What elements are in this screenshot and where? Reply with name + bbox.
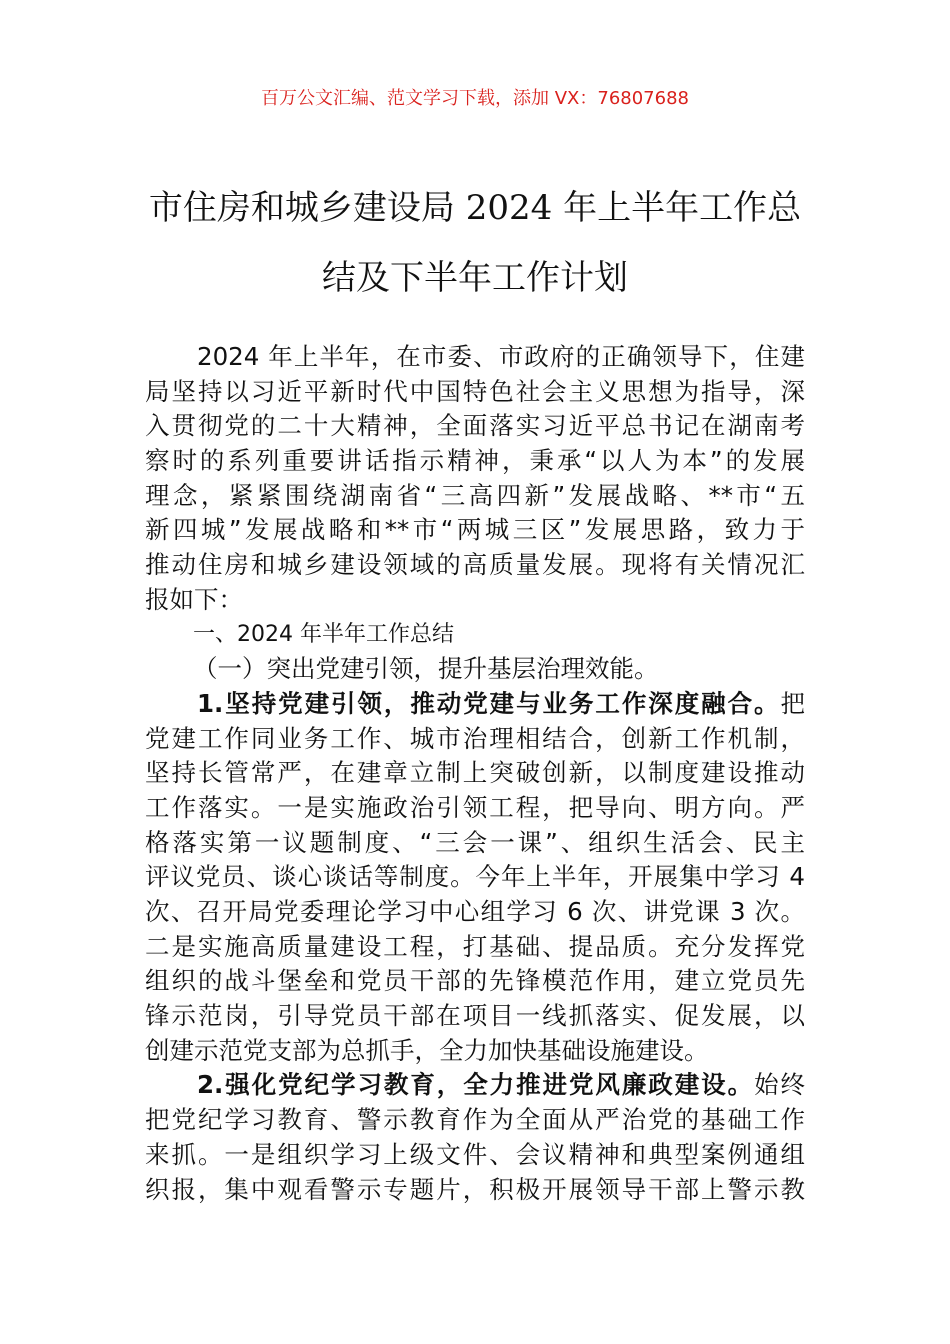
text-line — [145, 687, 805, 722]
text-line: 格落实第一议题制度、“三会一课”、组织生活会、民主 — [145, 827, 805, 857]
text-line: 党建工作同业务工作、城市治理相结合，创新工作机制， — [145, 723, 805, 753]
text-line: 来抓。一是组织学习上级文件、会议精神和典型案例通组 — [145, 1139, 805, 1169]
subsection-heading: （一）突出党建引领，提升基层治理效能。 — [193, 654, 659, 684]
item-1-heading: 1.坚持党建引领，推动党建与业务工作深度融合。 — [197, 688, 781, 718]
document-body — [145, 340, 805, 1207]
text-line: 锋示范岗，引导党员干部在项目一线抓落实、促发展，以 — [145, 1001, 805, 1031]
text-line: 新四城”发展战略和**市“两城三区”发展思路，致力于 — [145, 515, 805, 545]
text-line: 次、召开局党委理论学习中心组学习 6 次、讲党课 3 次。 — [145, 897, 805, 926]
text-line: 织报，集中观看警示专题片，积极开展领导干部上警示教 — [145, 1174, 805, 1204]
text-line: 评议党员、谈心谈话等制度。今年上半年，开展集中学习 4 — [145, 862, 805, 892]
text-line: 察时的系列重要讲话指示精神，秉承“以人为本”的发展 — [145, 446, 805, 476]
text-line: 创建示范党支部为总抓手，全力加快基础设施建设。 — [145, 1035, 709, 1065]
text-line: 理念，紧紧围绕湖南省“三高四新”发展战略、**市“五 — [145, 480, 805, 510]
text-line: 把党纪学习教育、警示教育作为全面从严治党的基础工作 — [145, 1105, 805, 1135]
document-title-line-2: 结及下半年工作计划 — [322, 258, 628, 298]
item-2-heading: 2.强化党纪学习教育，全力推进党风廉政建设。 — [197, 1070, 755, 1100]
text-line: 报如下： — [145, 584, 243, 614]
document-title-line-1: 市住房和城乡建设局 2024 年上半年工作总 — [148, 188, 802, 228]
text-line: 2024 年上半年，在市委、市政府的正确领导下，住建 — [197, 342, 805, 371]
text-line: 入贯彻党的二十大精神，全面落实习近平总书记在湖南考 — [145, 411, 805, 441]
item-1-paragraph — [145, 687, 805, 1069]
text-line: 局坚持以习近平新时代中国特色社会主义思想为指导，深 — [145, 376, 805, 406]
watermark-header: 百万公文汇编、范文学习下载，添加 VX：76807688 — [261, 88, 689, 109]
text-line — [145, 1068, 805, 1103]
text-line: 工作落实。一是实施政治引领工程，把导向、明方向。严 — [145, 792, 805, 822]
item-2-paragraph — [145, 1068, 805, 1207]
text-span: 始终 — [754, 1070, 806, 1100]
text-span: 把 — [780, 688, 805, 718]
text-line: 二是实施高质量建设工程，打基础、提品质。充分发挥党 — [145, 931, 805, 961]
section-heading: 一、2024 年半年工作总结 — [193, 621, 454, 647]
text-line: 组织的战斗堡垒和党员干部的先锋模范作用，建立党员先 — [145, 966, 805, 996]
text-line: 推动住房和城乡建设领域的高质量发展。现将有关情况汇 — [145, 550, 805, 580]
intro-paragraph — [145, 340, 805, 618]
text-line: 坚持长管常严，在建章立制上突破创新，以制度建设推动 — [145, 758, 805, 788]
